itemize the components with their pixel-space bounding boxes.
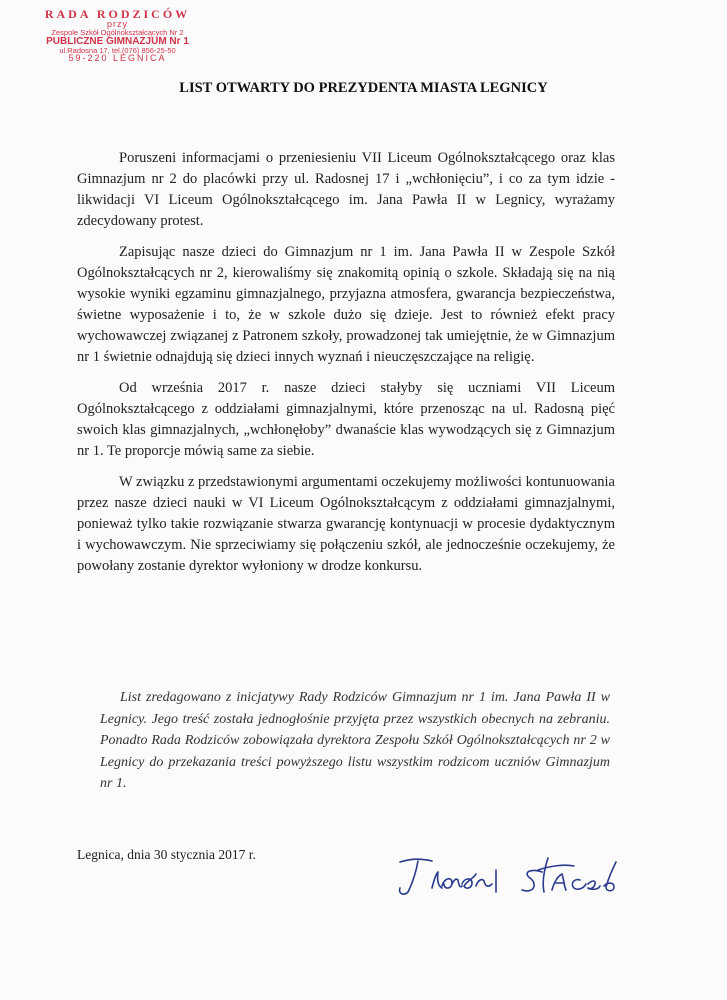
stamp-line-4: PUBLICZNE GIMNAZJUM Nr 1	[46, 35, 189, 47]
paragraph-3: Od września 2017 r. nasze dzieci stałyby się uczniami VII Liceum Ogólnokształcącego z oddziałami gimnazjalnymi, które przenosząc na ul. Radosną pięć swoich klas gimnazjalnych, „wchłonęłoby” dwanaście klas wywodzących się z Gimnazjum nr 1. Te proporcje mówią same za siebie.	[77, 380, 615, 459]
paragraph-2: Zapisując nasze dzieci do Gimnazjum nr 1 im. Jana Pawła II w Zespole Szkół Ogólnokształcących nr 2, kierowaliśmy się znakomitą opinią o szkole. Składają się na nią wysokie wyniki egzaminu gimnazjalnego, przyjazna atmosfera, gwarancja bezpieczeństwa, świetne wyposażenie i to, że w szkole dużo się dzieje. Jest to również efekt pracy wychowawczej związanej z Patronem szkoły, prowadzonej tak umiejętnie, że w Gimnazjum nr 1 świetnie odnajdują się dzieci innych wyznań i nieuczęszczające na religię.	[77, 244, 615, 365]
handwritten-signature	[392, 850, 627, 905]
stamp-line-2: przy	[106, 19, 128, 29]
stamp-line-6: 59-220 LEGNICA	[68, 53, 167, 63]
letter-body	[77, 148, 615, 587]
paragraph-1: Poruszeni informacjami o przeniesieniu VII Liceum Ogólnokształcącego oraz klas Gimnazjum nr 2 do placówki przy ul. Radosnej 17 i „wchłonięciu”, i co za tym idzie - likwidacji VI Liceum Ogólnokształcącego im. Jana Pawła II w Legnicy, wyrażamy zdecydowany protest.	[77, 150, 615, 229]
paragraph-4: W związku z przedstawionymi argumentami oczekujemy możliwości kontunuowania przez nasze dzieci nauki w VI Liceum Ogólnokształcącym z oddziałami gimnazjalnymi, ponieważ tylko takie rozwiązanie stwarza gwarancję kontynuacji w procesie dydaktycznym i wychowawczym. Nie sprzeciwiamy się połączeniu szkół, ale jednocześnie oczekujemy, że powołany zostanie dyrektor wyłoniony w drodze konkursu.	[77, 474, 615, 574]
stamp-line-1: RADA RODZICÓW	[44, 7, 191, 21]
stamp-line-5: ul.Radosna 17, tel.(076) 856-25-50	[59, 45, 176, 55]
stamp-line-3: Zespole Szkół Ogólnokształcących Nr 2	[51, 28, 184, 37]
parents-council-stamp	[30, 8, 205, 63]
initiative-note: List zredagowano z inicjatywy Rady Rodziców Gimnazjum nr 1 im. Jana Pawła II w Legnicy. Jego treść została jednogłośnie przyjęta przez wszystkich obecnych na zebraniu. Ponadto Rada Rodziców zobowiązała dyrektora Zespołu Szkół Ogólnokształcących nr 2 w Legnicy do przekazania treści powyższego listu wszystkim rodzicom uczniów Gimnazjum nr 1.	[100, 690, 610, 791]
place-and-date: Legnica, dnia 30 stycznia 2017 r.	[77, 847, 256, 862]
letter-title: LIST OTWARTY DO PREZYDENTA MIASTA LEGNICY	[179, 80, 548, 96]
